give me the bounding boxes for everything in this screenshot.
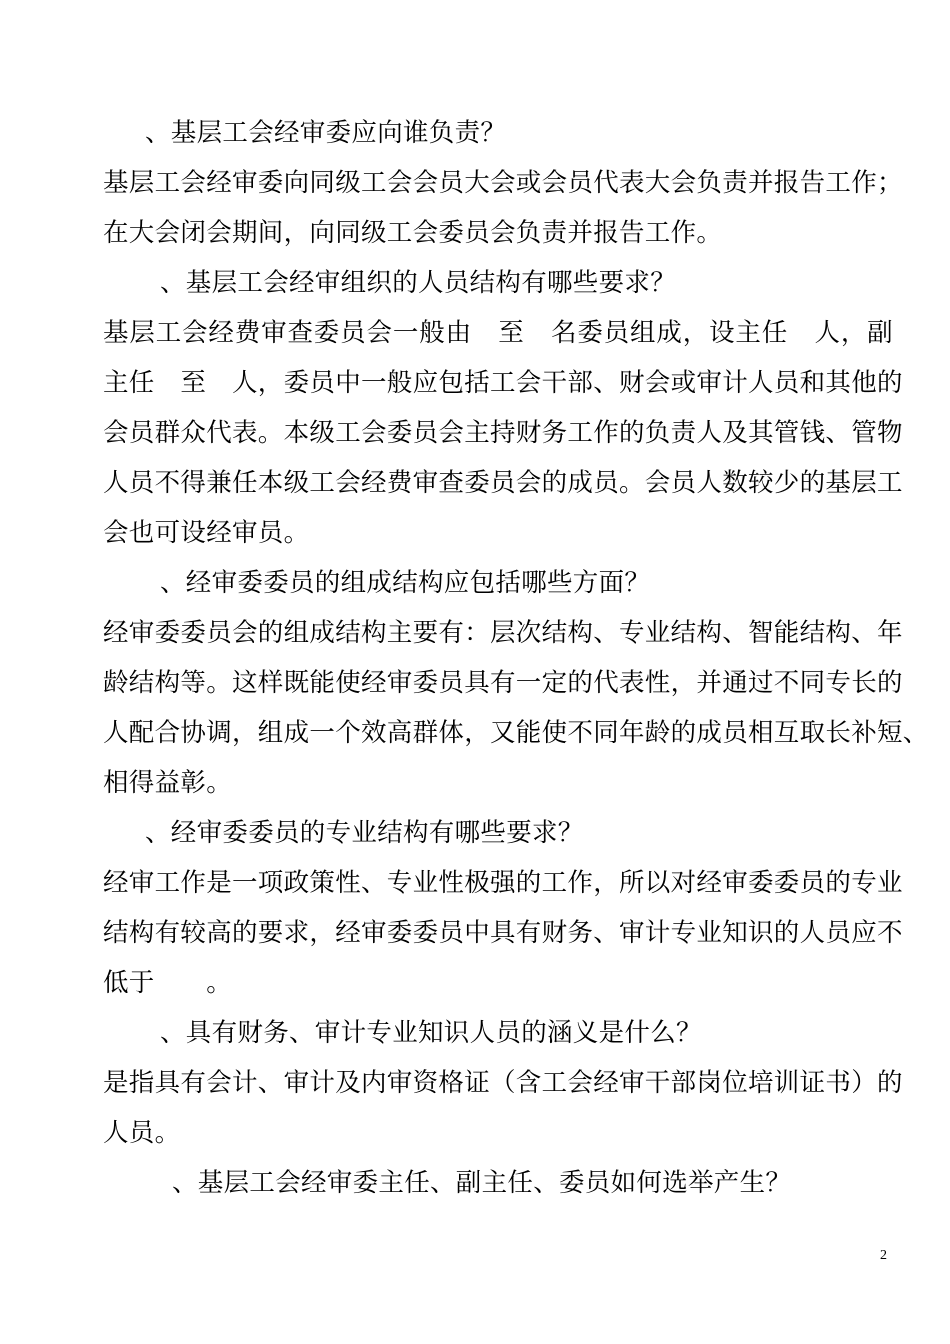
question-heading: 、经审委委员的组成结构应包括哪些方面？ [160, 568, 651, 598]
answer-line: 龄结构等。这样既能使经审委员具有一定的代表性，并通过不同专长的 [103, 668, 903, 698]
question-heading: 、基层工会经审委主任、副主任、委员如何选举产生？ [172, 1168, 792, 1198]
answer-line: 在大会闭会期间，向同级工会委员会负责并报告工作。 [103, 218, 723, 248]
answer-line: 主任 至 人，委员中一般应包括工会干部、财会或审计人员和其他的 [103, 368, 903, 398]
answer-line: 结构有较高的要求，经审委委员中具有财务、审计专业知识的人员应不 [103, 918, 903, 948]
answer-line: 相得益彰。 [103, 768, 233, 798]
question-heading: 、基层工会经审委应向谁负责？ [145, 118, 507, 148]
question-heading: 、经审委委员的专业结构有哪些要求？ [145, 818, 584, 848]
answer-line: 人员。 [103, 1118, 181, 1148]
answer-line: 低于 。 [103, 968, 233, 998]
answer-line: 人员不得兼任本级工会经费审查委员会的成员。会员人数较少的基层工 [103, 468, 903, 498]
answer-line: 会也可设经审员。 [103, 518, 310, 548]
answer-line: 是指具有会计、审计及内审资格证（含工会经审干部岗位培训证书）的 [103, 1068, 903, 1098]
question-heading: 、基层工会经审组织的人员结构有哪些要求？ [160, 268, 677, 298]
answer-line: 基层工会经费审查委员会一般由 至 名委员组成，设主任 人，副 [103, 318, 893, 348]
page-number: 2 [880, 1248, 887, 1263]
answer-line: 经审委委员会的组成结构主要有：层次结构、专业结构、智能结构、年 [103, 618, 903, 648]
answer-line: 经审工作是一项政策性、专业性极强的工作，所以对经审委委员的专业 [103, 868, 903, 898]
question-heading: 、具有财务、审计专业知识人员的涵义是什么？ [160, 1018, 702, 1048]
answer-line: 会员群众代表。本级工会委员会主持财务工作的负责人及其管钱、管物 [103, 418, 903, 448]
answer-line: 人配合协调，组成一个效高群体，又能使不同年龄的成员相互取长补短、 [103, 718, 929, 748]
answer-line: 基层工会经审委向同级工会会员大会或会员代表大会负责并报告工作； [103, 168, 903, 198]
